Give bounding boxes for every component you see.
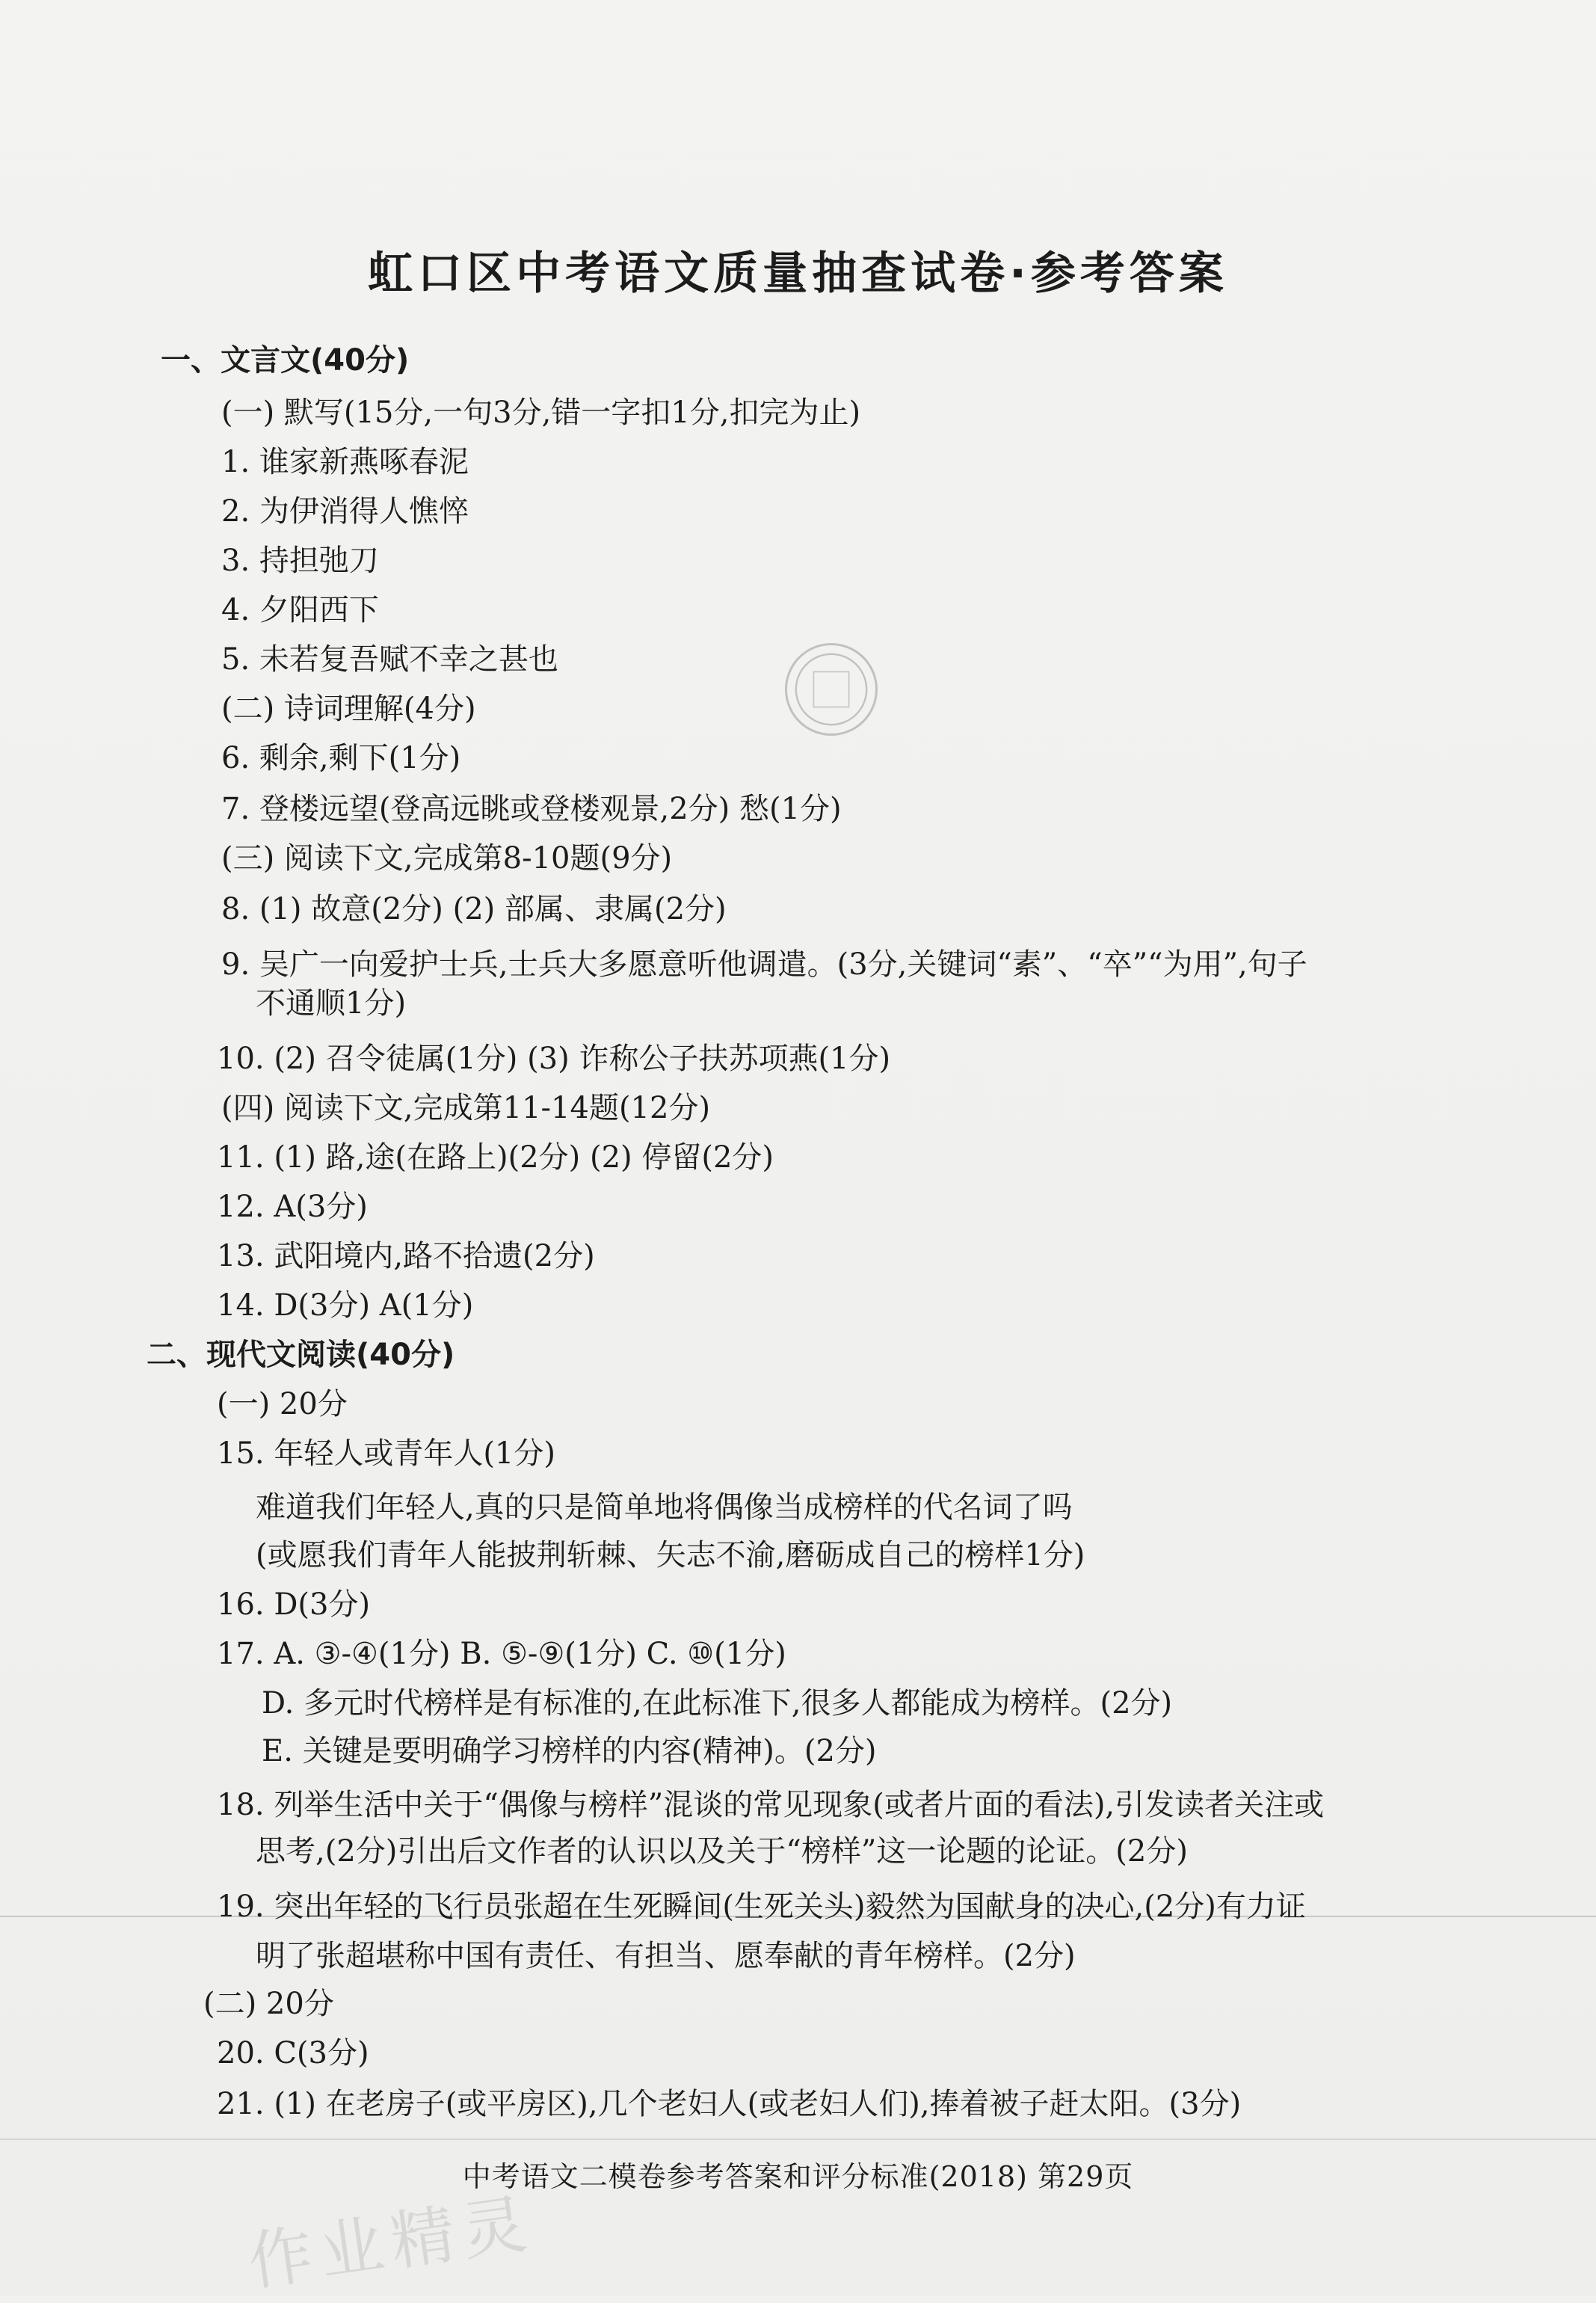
answer-line: 19. 突出年轻的飞行员张超在生死瞬间(生死关头)毅然为国献身的决心,(2分)有力证 [217,1890,1306,1924]
answer-line: 14. D(3分) A(1分) [217,1288,474,1323]
answer-line: 2. 为伊消得人憔悴 [221,494,469,529]
answer-line: 11. (1) 路,途(在路上)(2分) (2) 停留(2分) [217,1140,774,1175]
answer-line: 15. 年轻人或青年人(1分) [217,1436,555,1471]
subsection-heading: (一) 20分 [217,1387,348,1421]
subsection-heading: (二) 20分 [203,1987,334,2021]
page-footer: 中考语文二模卷参考答案和评分标准(2018) 第29页 [462,2160,1134,2193]
answer-line: 20. C(3分) [217,2036,369,2070]
subsection-heading: (四) 阅读下文,完成第11-14题(12分) [221,1091,711,1125]
answer-line: 1. 谁家新燕啄春泥 [221,445,469,479]
answer-line-continued: 不通顺1分) [256,986,407,1021]
answer-line: 12. A(3分) [217,1190,368,1224]
answer-line: 13. 武阳境内,路不拾遗(2分) [217,1239,595,1273]
section-heading-classical: 一、文言文(40分) [161,343,410,378]
subsection-heading: (一) 默写(15分,一句3分,错一字扣1分,扣完为止) [221,396,861,430]
footer-divider [0,2138,1596,2140]
answer-line-continued: 明了张超堪称中国有责任、有担当、愿奉献的青年榜样。(2分) [256,1939,1076,1973]
page-title: 虹口区中考语文质量抽查试卷·参考答案 [368,247,1228,300]
answer-line: 18. 列举生活中关于“偶像与榜样”混谈的常见现象(或者片面的看法),引发读者关注或 [217,1788,1325,1822]
answer-line: 5. 未若复吾赋不幸之甚也 [221,642,558,677]
answer-line: 7. 登楼远望(登高远眺或登楼观景,2分) 愁(1分) [221,792,842,826]
answer-line: 10. (2) 召令徒属(1分) (3) 诈称公子扶苏项燕(1分) [217,1042,891,1076]
answer-line: 16. D(3分) [217,1587,371,1622]
answer-line: 3. 持担弛刀 [221,544,379,578]
section-heading-modern: 二、现代文阅读(40分) [147,1338,455,1372]
answer-line-continued: 难道我们年轻人,真的只是简单地将偶像当成榜样的代名词了吗 [256,1490,1073,1525]
answer-line: 9. 吴广一向爱护士兵,士兵大多愿意听他调遣。(3分,关键词“素”、“卒”“为用”,句子 [221,947,1307,982]
answer-line-continued: (或愿我们青年人能披荆斩棘、矢志不渝,磨砺成自己的榜样1分) [256,1538,1085,1572]
answer-line: 17. A. ③-④(1分) B. ⑤-⑨(1分) C. ⑩(1分) [217,1637,786,1671]
answer-line: 21. (1) 在老房子(或平房区),几个老妇人(或老妇人们),捧着被子赶太阳。(3分) [217,2087,1242,2121]
answer-line: 8. (1) 故意(2分) (2) 部属、隶属(2分) [221,892,727,926]
answer-line: 4. 夕阳西下 [221,593,379,627]
answer-line-continued: 思考,(2分)引出后文作者的认识以及关于“榜样”这一论题的论证。(2分) [256,1834,1188,1869]
subsection-heading: (二) 诗词理解(4分) [221,692,476,726]
answer-line-continued: D. 多元时代榜样是有标准的,在此标准下,很多人都能成为榜样。(2分) [262,1686,1173,1721]
seal-stamp [785,643,878,736]
watermark: 作业精灵 [244,2186,539,2301]
answer-line-continued: E. 关键是要明确学习榜样的内容(精神)。(2分) [262,1734,877,1768]
answer-line: 6. 剩余,剩下(1分) [221,741,461,775]
subsection-heading: (三) 阅读下文,完成第8-10题(9分) [221,841,673,876]
